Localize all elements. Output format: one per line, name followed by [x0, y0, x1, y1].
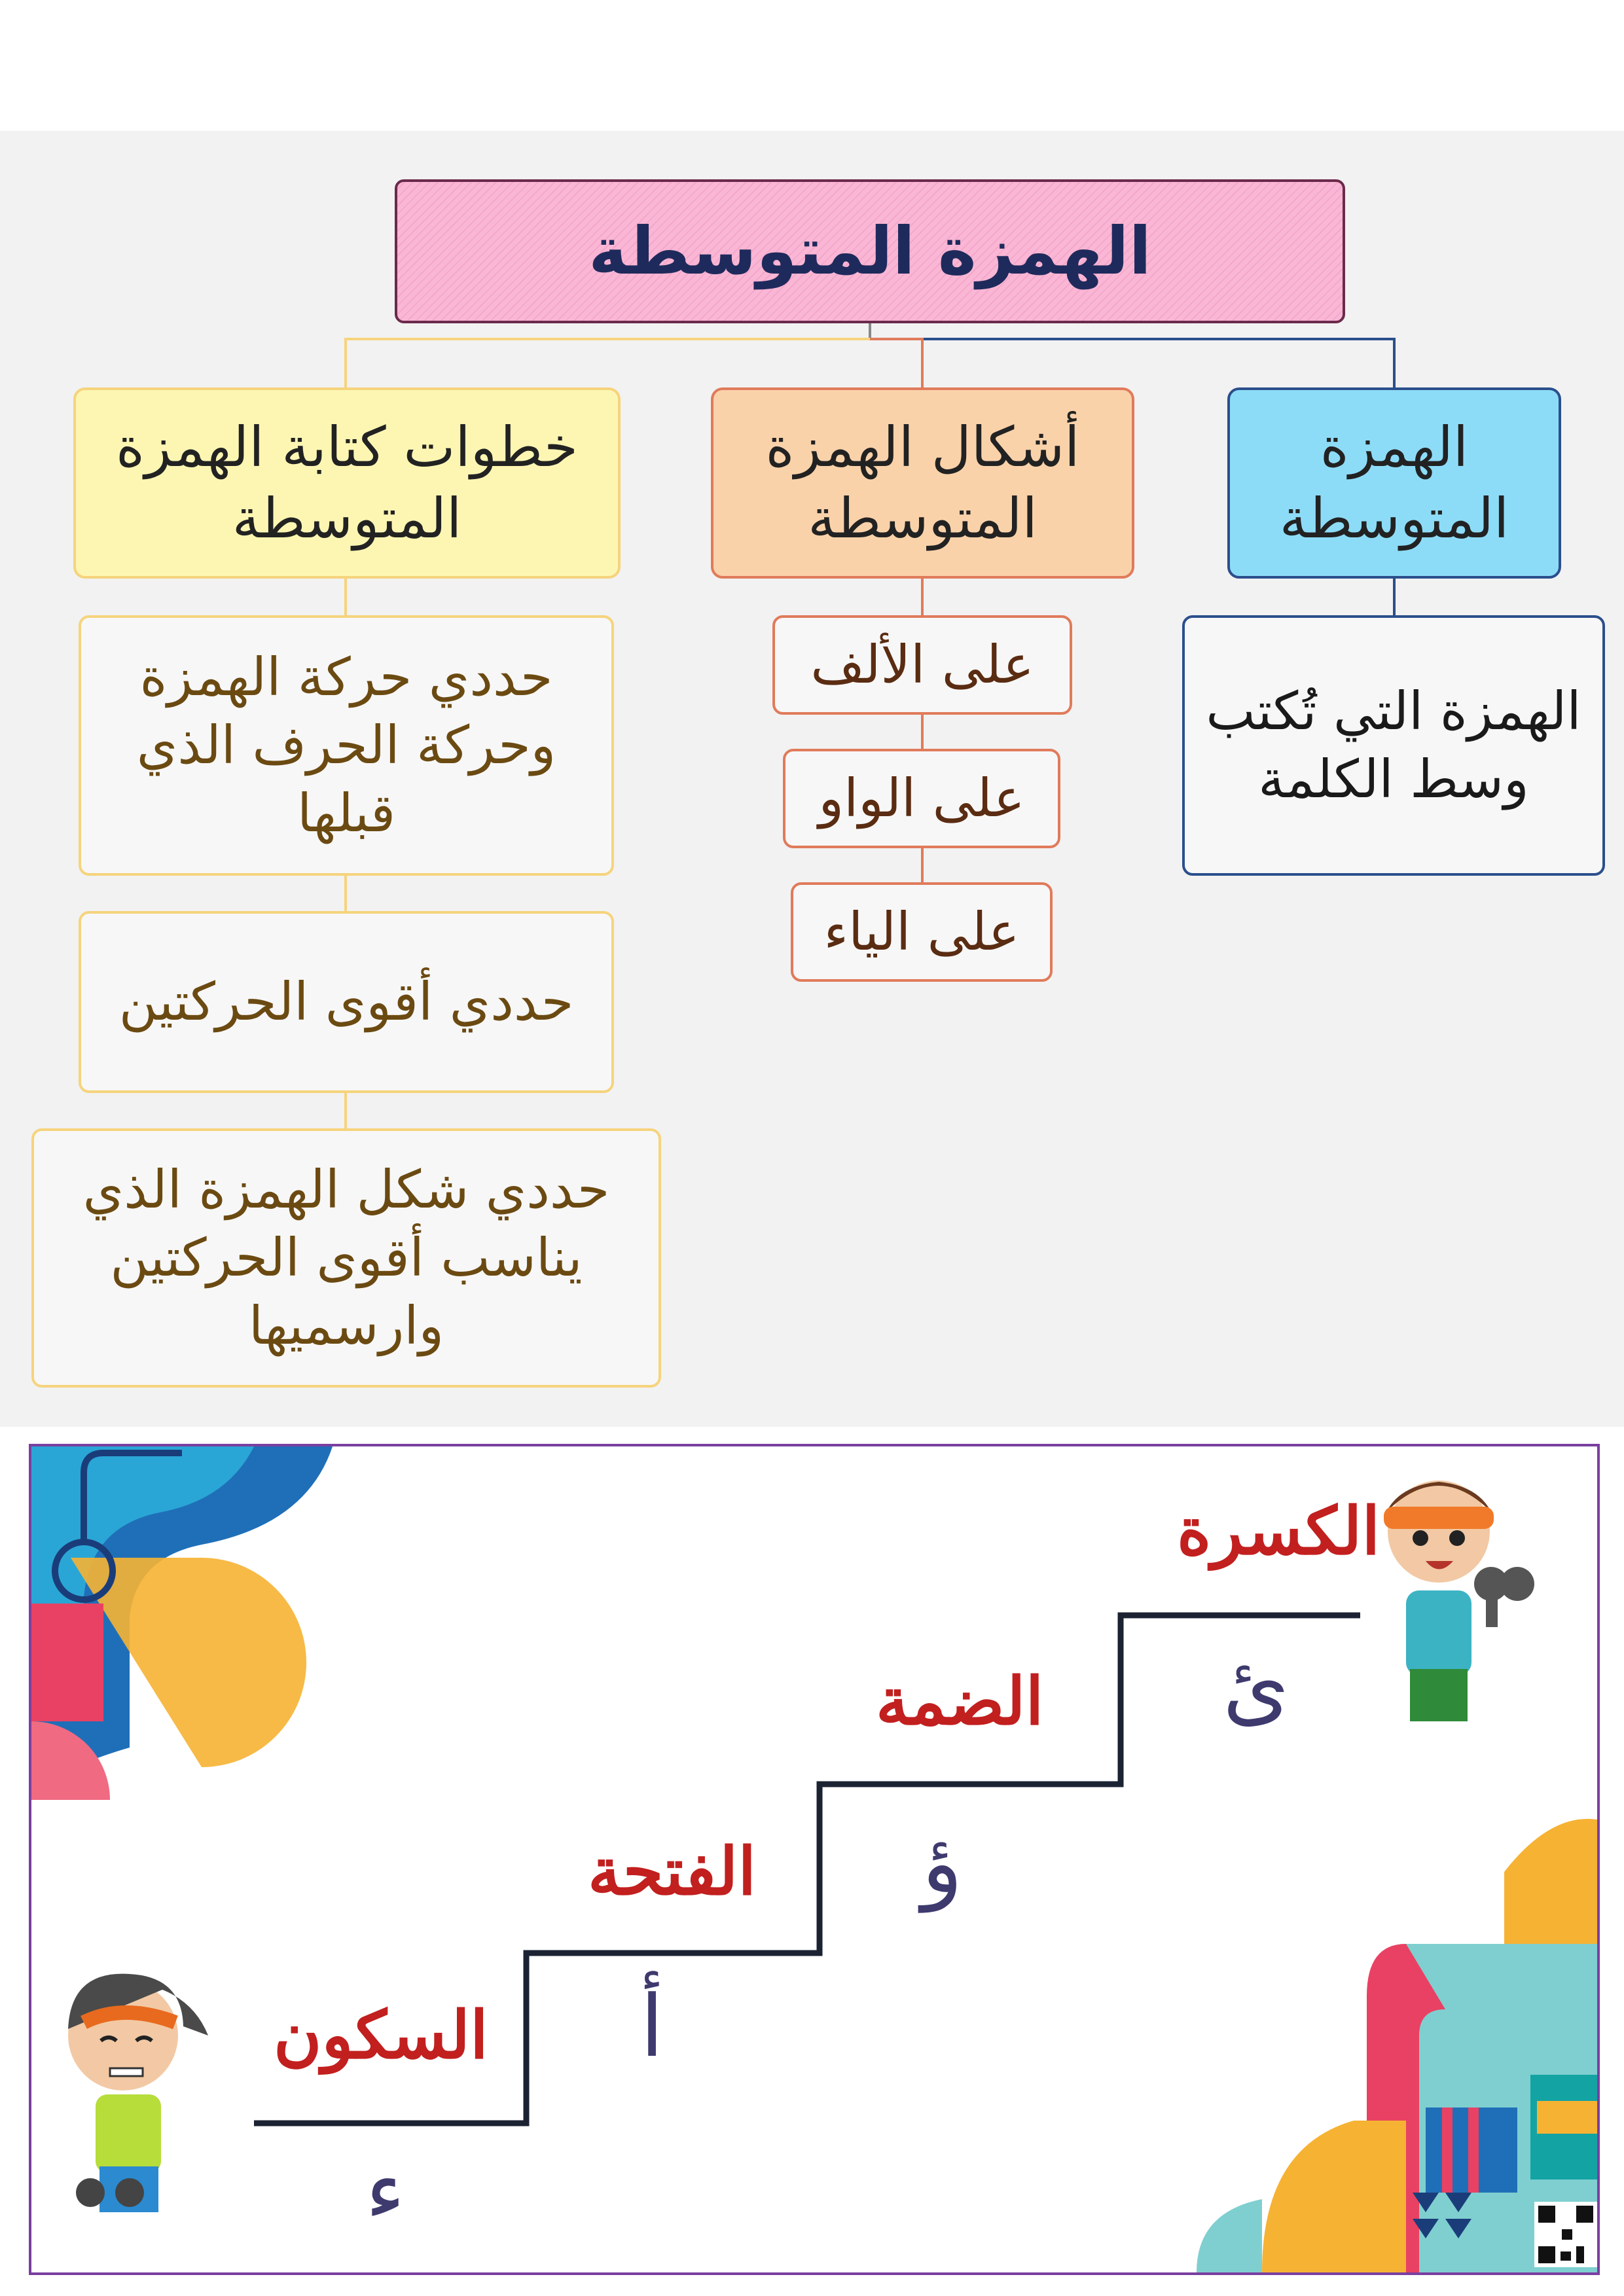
- category-steps: خطوات كتابة الهمزة المتوسطة: [73, 387, 621, 579]
- step-item: حددي أقوى الحركتين: [79, 911, 614, 1093]
- staircase-graphic: [31, 1446, 1597, 2272]
- shape-item: على الألف: [772, 615, 1072, 715]
- char-hamza-ya: ئ: [1223, 1636, 1290, 1736]
- step-item: حددي حركة الهمزة وحركة الحرف الذي قبلها: [79, 615, 614, 876]
- connector-definition: [870, 339, 1394, 387]
- child-struggling-icon: [68, 1974, 208, 2212]
- shape-item: على الواو: [783, 749, 1060, 848]
- category-shapes: أشكال الهمزة المتوسطة: [711, 387, 1134, 579]
- child-lifting-icon: [1384, 1480, 1534, 1721]
- qr-code: [1534, 2202, 1597, 2267]
- connector-shapes: [870, 339, 922, 387]
- definition-text: الهمزة التي تُكتب وسط الكلمة: [1182, 615, 1605, 876]
- shape-item: على الياء: [791, 882, 1053, 982]
- decor-top-left: [31, 1446, 333, 1800]
- map-title: الهمزة المتوسطة: [395, 179, 1345, 323]
- label-sukun: السكون: [274, 1996, 488, 2073]
- label-kasra: الكسرة: [1177, 1492, 1380, 1570]
- char-hamza-waw: ؤ: [922, 1813, 963, 1912]
- char-hamza-alif: أ: [640, 1977, 664, 2076]
- step-item: حددي شكل الهمزة الذي يناسب أقوى الحركتين وارسميها: [31, 1128, 661, 1388]
- label-fatha: الفتحة: [588, 1833, 757, 1910]
- char-hamza-line: ء: [365, 2140, 406, 2240]
- staircase-panel: [29, 1444, 1600, 2275]
- category-definition: الهمزة المتوسطة: [1227, 387, 1561, 579]
- label-damma: الضمة: [876, 1662, 1044, 1740]
- connector-steps: [346, 339, 870, 387]
